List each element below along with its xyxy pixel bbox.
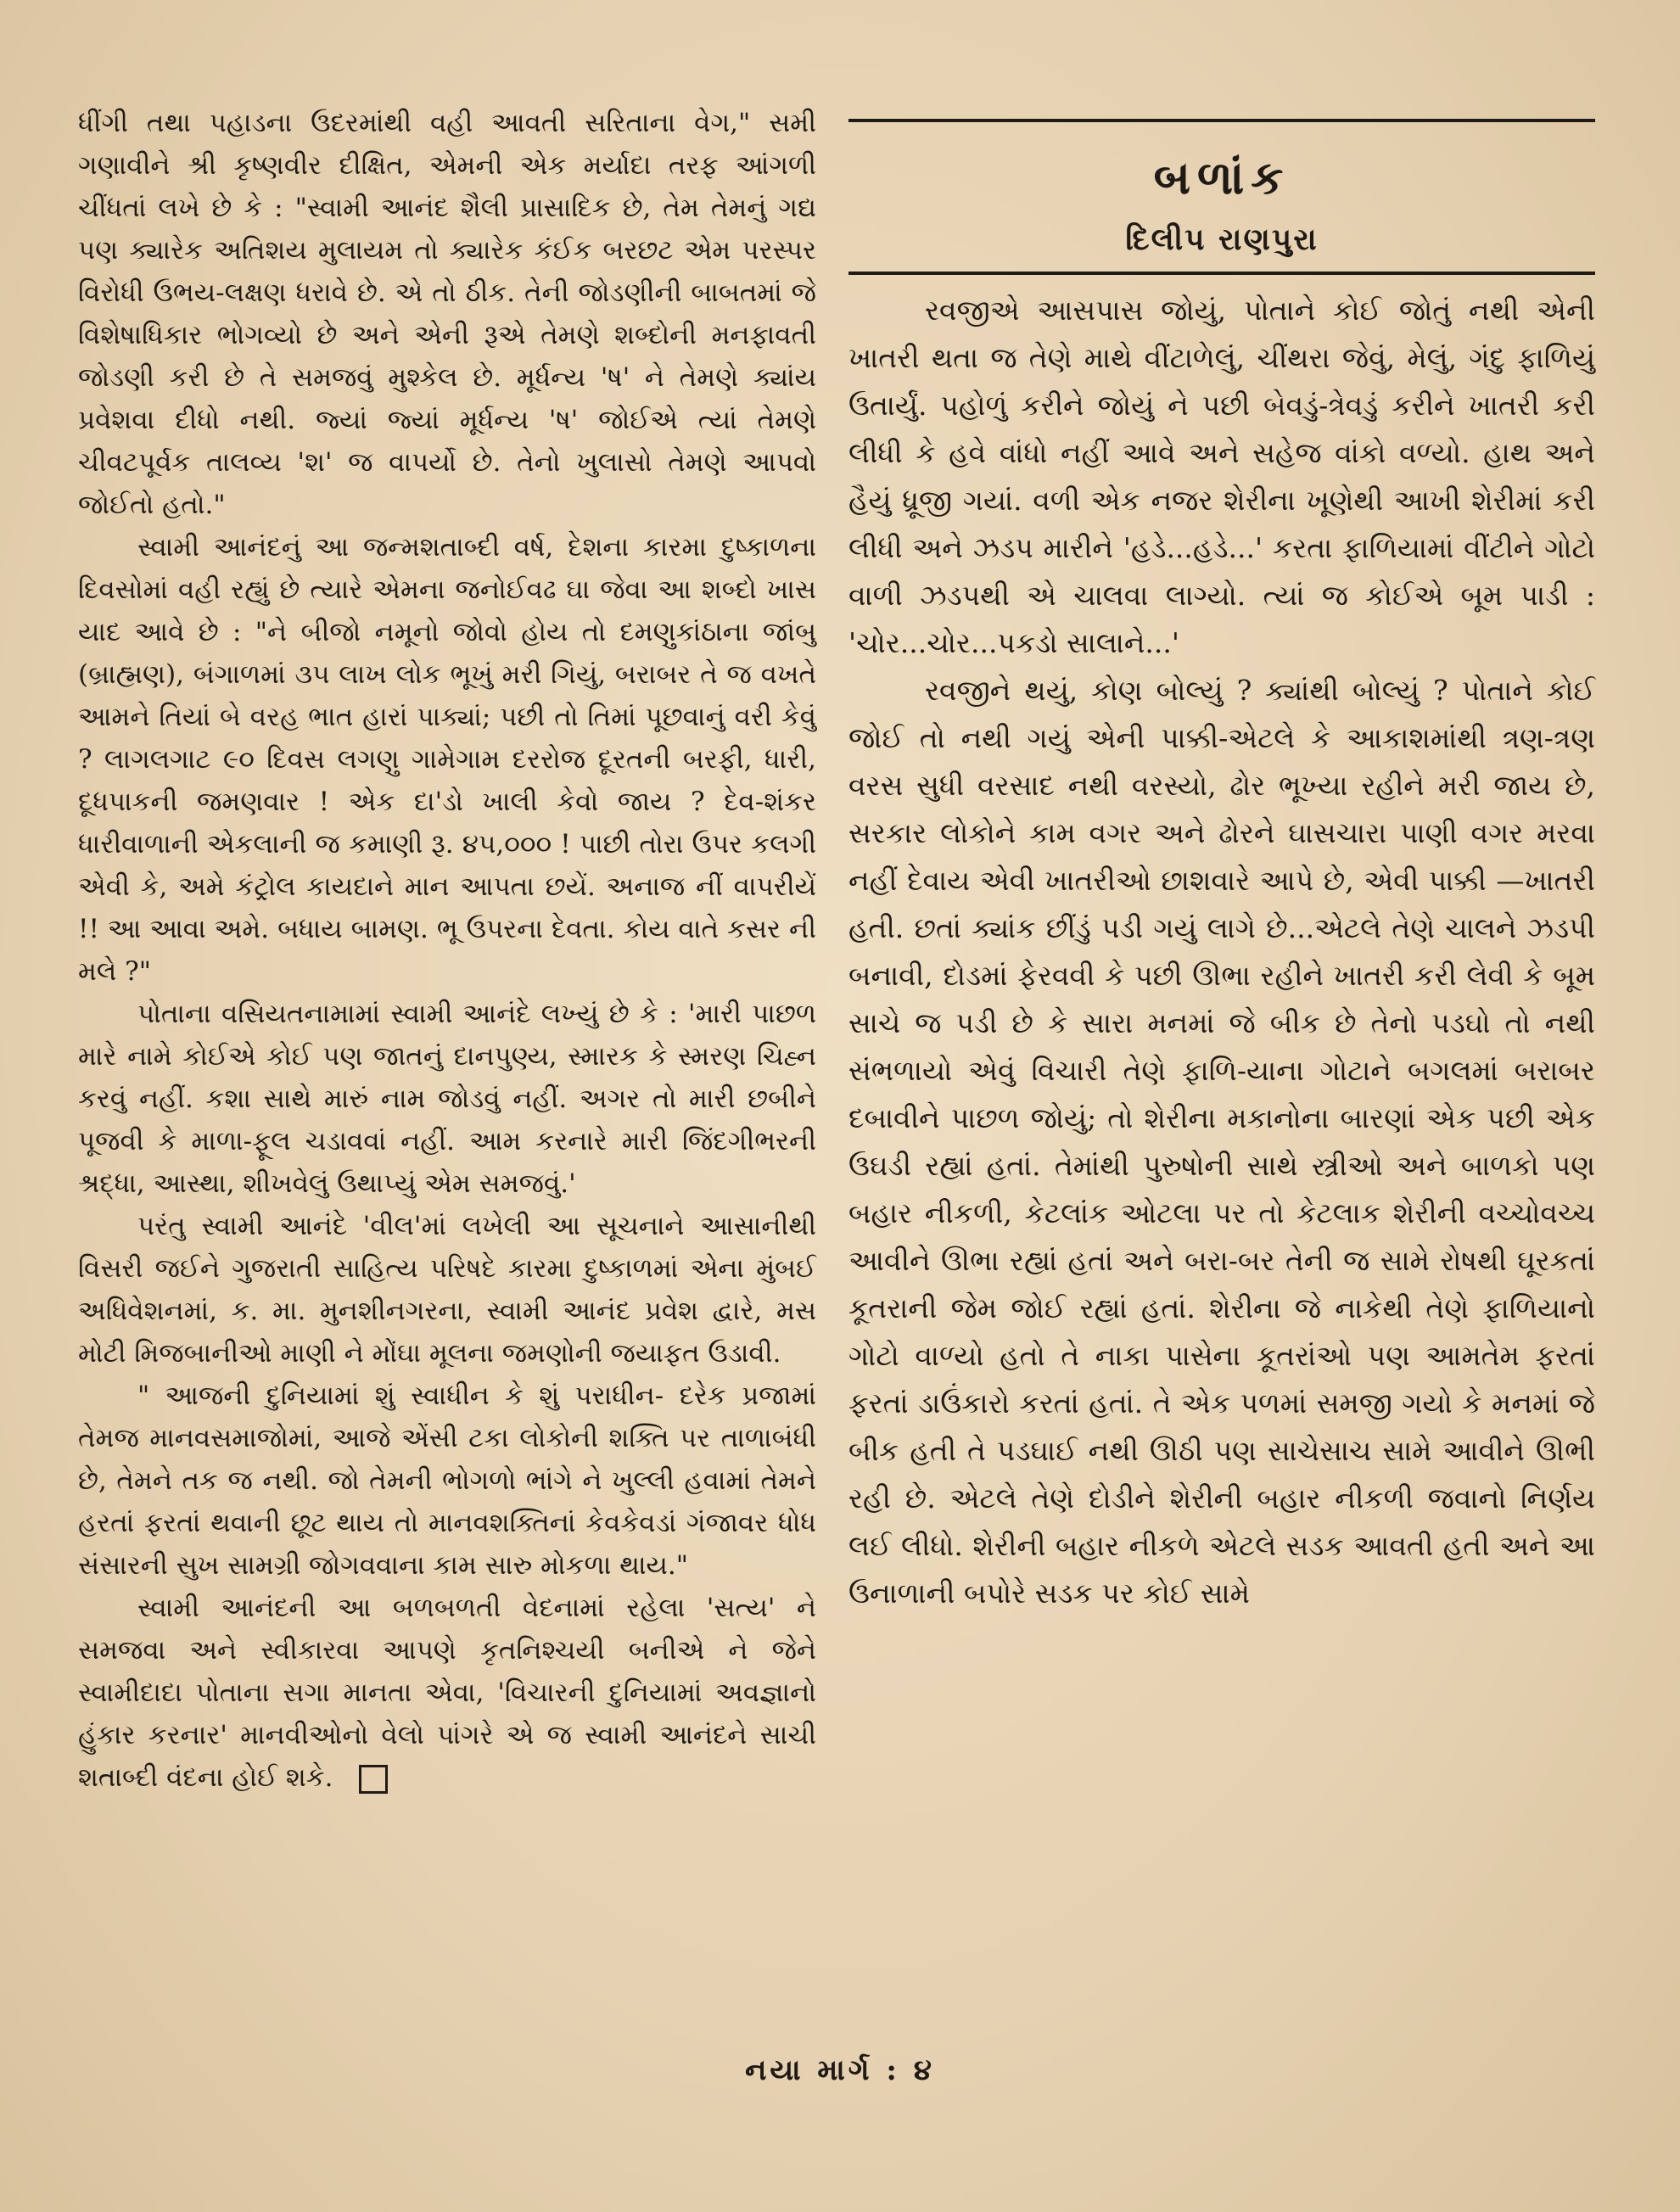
left-paragraph-1: ધીંગી તથા પહાડના ઉદરમાંથી વહી આવતી સરિતાના વેગ," સમી ગણાવીને શ્રી કૃષ્ણવીર દીક્ષિત, એમની એક મર્યાદા તરફ આંગળી ચીંધતાં લખે છે કે : "સ્વામી આનંદ શૈલી પ્રાસાદિક છે, તેમ તેમનું ગદ્ય પણ ક્યારેક અતિશય મુલાયમ તો ક્યારેક કંઈક બરછટ એમ પરસ્પર વિરોધી ઉભય-લક્ષણ ધરાવે છે. એ તો ઠીક. તેની જોડણીની બાબતમાં જે વિશેષાધિકાર ભોગવ્યો છે અને એની રૂએ તેમણે શબ્દોની મનફાવતી જોડણી કરી છે તે સમજવું મુશ્કેલ છે. મૂર્ધન્ય 'ષ' ને તેમણે ક્યાંય પ્રવેશવા દીધો નથી. જ્યાં જ્યાં મૂર્ધન્ય 'ષ' જોઈએ ત્યાં તેમણે ચીવટપૂર્વક તાલવ્ય 'શ' જ વાપર્યો છે. તેનો ખુલાસો તેમણે આપવો જોઈતો હતો." [78,108,816,520]
left-paragraph-6 [78,1587,816,1799]
left-paragraph-5: " આજની દુનિયામાં શું સ્વાધીન કે શું પરાધીન- દરેક પ્રજામાં તેમજ માનવસમાજોમાં, આજે એંસી ટકા લોકોની શક્તિ પર તાળાબંધી છે, તેમને તક જ નથી. જો તેમની ભોગળો ભાંગે ને ખુલ્લી હવામાં તેમને હરતાં ફરતાં થવાની છૂટ થાય તો માનવશક્તિનાં કેવકેવડાં ગંજાવર ધોધ સંસારની સુખ સામગ્રી જોગવવાના કામ સારુ મોકળા થાય." [78,1380,816,1581]
right-column [848,119,1595,1617]
left-paragraph-2: સ્વામી આનંદનું આ જન્મશતાબ્દી વર્ષ, દેશના કારમા દુષ્કાળના દિવસોમાં વહી રહ્યું છે ત્યારે એમના જનોઈવઢ ઘા જેવા આ શબ્દો ખાસ યાદ આવે છે : "ને બીજો નમૂનો જોવો હોય તો દમણુકાંઠાના જાંબુ (બ્રાહ્મણ), બંગાળમાં ૩૫ લાખ લોક ભૂખું મરી ગિયું, બરાબર તે જ વખતે આમને તિયાં બે વરહ ભાત હારાં પાક્યાં; પછી તો તિમાં પૂછવાનું વરી કેવું ? લાગલગાટ ૯૦ દિવસ લગણુ ગામેગામ દરરોજ દૂરતની બરફી, ધારી, દૂધપાકની જમણવાર ! એક દા'ડો ખાલી કેવો જાય ? દેવ-શંકર ધારીવાળાની એકલાની જ કમાણી રૂ. ૪૫,૦૦૦ ! પાછી તોરા ઉપર કલગી એવી કે, અમે કંટ્રોલ કાયદાને માન આપતા છયેં. અનાજ નીં વાપરીયેં !! આ આવા અમે. બધાય બામણ. ભૂ ઉપરના દેવતા. કોય વાતે કસર ની મલે ?" [78,532,816,987]
left-paragraph-4: પરંતુ સ્વામી આનંદે 'વીલ'માં લખેલી આ સૂચનાને આસાનીથી વિસરી જઈને ગુજરાતી સાહિત્ય પરિષદે કારમા દુષ્કાળમાં એના મુંબઈ અધિવેશનમાં, ક. મા. મુનશીનગરના, સ્વામી આનંદ પ્રવેશ દ્વારે, મસ મોટી મિજબાનીઓ માણી ને મોંઘા મૂલના જમણોની જયાફત ઉડાવી. [78,1211,816,1369]
left-column [78,102,816,1799]
left-paragraph-3: પોતાના વસિયતનામામાં સ્વામી આનંદે લખ્યું છે કે : 'મારી પાછળ મારે નામે કોઈએ કોઈ પણ જાતનું દાનપુણ્ય, સ્મારક કે સ્મરણ ચિહ્ન કરવું નહીં. કશા સાથે મારું નામ જોડવું નહીં. અગર તો મારી છબીને પૂજવી કે માળા-ફૂલ ચડાવવાં નહીં. આમ કરનારે મારી જિંદગીભરની શ્રદ્ધા, આસ્થા, શીખવેલું ઉથાપ્યું એમ સમજવું.' [78,999,816,1199]
right-paragraph-1: રવજીએ આસપાસ જોયું, પોતાને કોઈ જોતું નથી એની ખાતરી થતા જ તેણે માથે વીંટાળેલું, ચીંથરા જેવું, મેલું, ગંદુ ફાળિયું ઉતાર્યું. પહોળું કરીને જોયું ને પછી બેવડું-ત્રેવડું કરીને ખાતરી કરી લીધી કે હવે વાંધો નહીં આવે અને સહેજ વાંકો વળ્યો. હાથ અને હૈયું ધ્રૂજી ગયાં. વળી એક નજર શેરીના ખૂણેથી આખી શેરીમાં કરી લીધી અને ઝડપ મારીને 'હડે...હડે...' કરતા ફાળિયામાં વીંટીને ગોટો વાળી ઝડપથી એ ચાલવા લાગ્યો. ત્યાં જ કોઈએ બૂમ પાડી : 'ચોર...ચોર...પકડો સાલાને...' [848,294,1595,659]
story-author: દિલીપ રાણપુરા [1125,221,1319,257]
top-rule [848,119,1595,122]
bottom-rule [848,272,1595,275]
story-title: બળાંક [1153,150,1291,204]
right-paragraph-2: રવજીને થયું, કોણ બોલ્યું ? ક્યાંથી બોલ્યું ? પોતાને કોઈ જોઈ તો નથી ગયું એની પાક્કી-એટલે કે આકાશમાંથી ત્રણ-ત્રણ વરસ સુધી વરસાદ નથી વરસ્યો, ઢોર ભૂખ્યા રહીને મરી જાય છે, સરકાર લોકોને કામ વગર અને ઢોરને ઘાસચારા પાણી વગર મરવા નહીં દેવાય એવી ખાતરીઓ છાશવારે આપે છે, એવી પાક્કી —ખાતરી હતી. છતાં ક્યાંક છીંડું પડી ગયું લાગે છે...એટલે તેણે ચાલને ઝડપી બનાવી, દોડમાં ફેરવવી કે પછી ઊભા રહીને ખાતરી કરી લેવી કે બૂમ સાચે જ પડી છે કે સારા મનમાં જે બીક છે તેનો પડઘો તો નથી સંભળાયો એવું વિચારી તેણે ફાળિ-યાના ગોટાને બગલમાં બરાબર દબાવીને પાછળ જોયું; તો શેરીના મકાનોના બારણાં એક પછી એક ઉઘડી રહ્યાં હતાં. તેમાંથી પુરુષોની સાથે સ્ત્રીઓ અને બાળકો પણ બહાર નીકળી, કેટલાંક ઓટલા પર તો કેટલાક શેરીની વચ્ચોવચ્ચ આવીને ઊભા રહ્યાં હતાં અને બરા-બર તેની જ સામે રોષથી ઘૂરકતાં કૂતરાની જેમ જોઈ રહ્યાં હતાં. શેરીના જે નાકેથી તેણે ફાળિયાનો ગોટો વાળ્યો હતો તે નાકા પાસેના કૂતરાંઓ પણ આમતેમ ફરતાં ફરતાં ડાઉંકારો કરતાં હતાં. તે એક પળમાં સમજી ગયો કે મનમાં જે બીક હતી તે પડઘાઈ નથી ઊઠી પણ સાચેસાચ સામે આવીને ઊભી રહી છે. એટલે તેણે દોડીને શેરીની બહાર નીકળી જવાનો નિર્ણય લઈ લીધો. શેરીની બહાર નીકળે એટલે સડક આવતી હતી અને આ ઉનાળાની બપોરે સડક પર કોઈ સામે [848,674,1595,1610]
left-paragraph-6-text: સ્વામી આનંદની આ બળબળતી વેદનામાં રહેલા 'સત્ય' ને સમજવા અને સ્વીકારવા આપણે કૃતનિશ્ચયી બનીએ ને જેને સ્વામીદાદા પોતાના સગા માનતા એવા, 'વિચારની દુનિયામાં અવજ્ઞાનો હુંકાર કરનાર' માનવીઓનો વેલો પાંગરે એ જ સ્વામી આનંદને સાચી શતાબ્દી વંદના હોઈ શકે. [78,1593,816,1793]
story-body [848,287,1595,1617]
page-footer: નયા માર્ગ : ૪ [745,2053,935,2087]
end-of-article-box-icon [359,1765,388,1794]
